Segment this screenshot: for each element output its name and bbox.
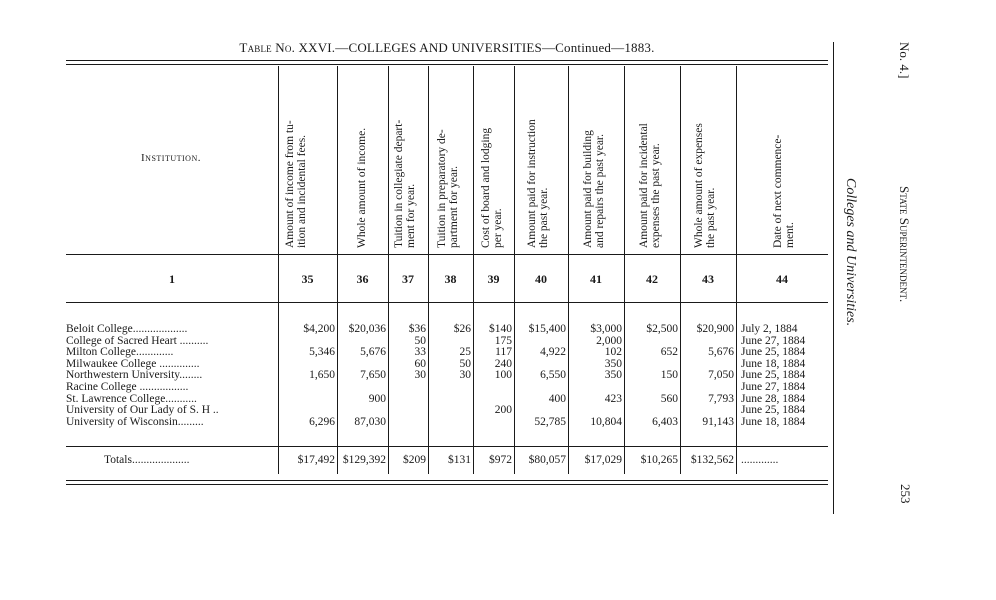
table-cell-col36: 900 <box>368 392 386 405</box>
col-header-43-line1: Whole amount of expenses <box>693 123 705 248</box>
table-cell-col44: June 25, 1884 <box>741 404 806 417</box>
totals-cell-col42: $10,265 <box>640 454 678 466</box>
col-header-38-line2: partment for year. <box>448 165 460 248</box>
institution-name: St. Lawrence College........... <box>66 392 197 405</box>
col-header-40-line2: the past year. <box>538 187 550 248</box>
col-number-43: 43 <box>702 272 714 286</box>
table-cell-col36: 7,650 <box>360 369 386 382</box>
institution-name: Northwestern University........ <box>66 369 203 382</box>
col-header-44-line2: ment. <box>784 222 796 248</box>
col-header-43-line2: the past year. <box>705 187 717 248</box>
table-cell-col43: $20,900 <box>696 323 734 335</box>
table-cell-col44: June 27, 1884 <box>741 381 806 393</box>
col-rule <box>568 66 569 474</box>
bottom-rule <box>66 480 828 481</box>
table-cell-col41: 102 <box>604 346 622 359</box>
table-cell-col41: $3,000 <box>590 323 622 335</box>
table-cell-col38: 30 <box>459 369 471 382</box>
col-rule <box>514 66 515 474</box>
table-title <box>66 40 828 56</box>
top-rule-2 <box>66 64 828 65</box>
col-header-40 <box>526 72 556 248</box>
col-number-40: 40 <box>535 272 547 286</box>
header-bottom-rule <box>66 254 828 255</box>
col-rule <box>337 66 338 474</box>
totals-label: Totals.................... <box>104 454 190 466</box>
institution-name: Milwaukee College .............. <box>66 357 200 370</box>
col-header-39-line2: per year. <box>492 208 504 248</box>
col-rule <box>428 66 429 474</box>
table-cell-col41: 423 <box>604 392 622 405</box>
table-cell-col43: 91,143 <box>702 415 734 428</box>
totals-cell-col39: $972 <box>489 454 512 466</box>
table-cell-col37: 50 <box>414 334 426 347</box>
col-header-39-line1: Cost of board and lodging <box>480 127 492 248</box>
table-cell-col44: June 18, 1884 <box>741 357 806 370</box>
table-cell-col41: 2,000 <box>596 334 622 347</box>
table-cell-col41: 350 <box>604 369 622 382</box>
col-number-38: 38 <box>444 272 457 286</box>
totals-cell-col37: $209 <box>403 454 426 466</box>
col-header-37-line1: Tuition in collegiate depart- <box>393 119 405 248</box>
col-rule <box>624 66 625 474</box>
margin-rule <box>833 42 834 514</box>
totals-cell-col36: $129,392 <box>342 454 386 466</box>
col-header-42-line2: expenses the past year. <box>650 143 662 248</box>
col-header-39 <box>480 72 510 248</box>
table-cell-col44: July 2, 1884 <box>741 323 798 335</box>
col-number-35: 35 <box>301 272 314 286</box>
col-header-38-line1: Tuition in preparatory de- <box>436 129 448 248</box>
col-number-36: 36 <box>356 272 369 286</box>
table-title-prefix: Table No. <box>239 40 296 55</box>
table-cell-col42: 560 <box>660 392 678 405</box>
institution-name: University of Wisconsin......... <box>66 415 204 428</box>
col-header-41-line1: Amount paid for building <box>582 130 594 248</box>
table-cell-col38: 50 <box>459 357 471 370</box>
table-cell-col35: 1,650 <box>309 369 335 382</box>
table-cell-col41: 350 <box>604 357 622 370</box>
col-number-41: 41 <box>590 272 602 286</box>
table-cell-col37: $36 <box>408 323 426 335</box>
table-cell-col39: 175 <box>494 334 512 347</box>
table-cell-col35: $4,200 <box>303 323 335 335</box>
page-number: 253 <box>898 484 913 504</box>
col-header-38 <box>436 72 466 248</box>
totals-cell-col35: $17,492 <box>297 454 335 466</box>
col-number-42: 42 <box>646 272 658 286</box>
col-header-41-line2: and repairs the past year. <box>594 134 606 248</box>
table-cell-col42: 6,403 <box>652 415 678 428</box>
table-cell-col43: 7,050 <box>708 369 734 382</box>
col-header-40-line1: Amount paid for instruction <box>526 119 538 248</box>
totals-top-rule <box>66 446 828 447</box>
totals-cell-col44: ............. <box>741 454 779 466</box>
table-cell-col40: $15,400 <box>528 323 566 335</box>
col-header-37 <box>393 72 423 248</box>
colnum-bottom-rule <box>66 302 828 303</box>
totals-cell-col41: $17,029 <box>584 454 622 466</box>
table-cell-col43: 5,676 <box>708 346 734 359</box>
table-cell-col40: 400 <box>548 392 566 405</box>
table-cell-col42: 150 <box>660 369 678 382</box>
table-cell-col39: 200 <box>494 404 512 417</box>
table-cell-col41: 10,804 <box>590 415 622 428</box>
table-cell-col42: $2,500 <box>646 323 678 335</box>
table-cell-col42: 652 <box>660 346 678 359</box>
table-cell-col39: $140 <box>489 323 512 335</box>
col-header-43 <box>693 72 723 248</box>
col-header-44-line1: Date of next commence- <box>772 134 784 248</box>
state-superintendent: State Superintendent. <box>897 186 912 303</box>
table-cell-col44: June 25, 1884 <box>741 369 806 382</box>
col-header-42 <box>638 72 668 248</box>
totals-cell-col38: $131 <box>448 454 471 466</box>
table-cell-col44: June 18, 1884 <box>741 415 806 428</box>
table-cell-col38: $26 <box>453 323 471 335</box>
table-cell-col36: $20,036 <box>348 323 386 335</box>
col-header-35-line1: Amount of income from tu- <box>284 120 296 248</box>
col-header-35-line2: ition and incidental fees. <box>296 134 308 248</box>
col-header-44 <box>772 72 802 248</box>
institution-name: University of Our Lady of S. H .. <box>66 404 219 417</box>
col-rule <box>388 66 389 474</box>
table-title-number: XXVI. <box>298 40 336 55</box>
col-header-36 <box>356 72 372 248</box>
col-rule <box>680 66 681 474</box>
col-header-35 <box>284 72 314 248</box>
table-cell-col37: 33 <box>414 346 426 359</box>
table-cell-col44: June 25, 1884 <box>741 346 806 359</box>
table-cell-col35: 5,346 <box>309 346 335 359</box>
table-cell-col40: 52,785 <box>534 415 566 428</box>
col-rule <box>736 66 737 474</box>
bottom-rule-2 <box>66 484 828 485</box>
col-number-1: 1 <box>169 272 175 286</box>
table-cell-col39: 100 <box>494 369 512 382</box>
table-cell-col39: 240 <box>494 357 512 370</box>
top-rule <box>66 60 828 61</box>
table-cell-col44: June 28, 1884 <box>741 392 806 405</box>
table-cell-col35: 6,296 <box>309 415 335 428</box>
document-number: No. 4.] <box>897 42 912 79</box>
table-cell-col37: 60 <box>414 357 426 370</box>
col-header-41 <box>582 72 612 248</box>
institution-name: Milton College............. <box>66 346 174 359</box>
col-number-37: 37 <box>402 272 414 286</box>
table-cell-col43: 7,793 <box>708 392 734 405</box>
table-cell-col36: 87,030 <box>354 415 386 428</box>
totals-cell-col43: $132,562 <box>690 454 734 466</box>
running-title: Colleges and Universities. <box>843 178 858 327</box>
institution-header: Institution. <box>141 152 201 164</box>
table-title-text: —COLLEGES AND UNIVERSITIES—Continued—1883. <box>335 40 655 55</box>
institution-name: College of Sacred Heart .......... <box>66 334 209 347</box>
col-number-39: 39 <box>487 272 500 286</box>
totals-cell-col40: $80,057 <box>528 454 566 466</box>
col-rule <box>278 66 279 474</box>
col-header-36-line1: Whole amount of income. <box>356 127 368 248</box>
table-cell-col37: 30 <box>414 369 426 382</box>
table-cell-col44: June 27, 1884 <box>741 334 806 347</box>
col-number-44: 44 <box>776 272 788 286</box>
table-cell-col38: 25 <box>459 346 471 359</box>
table-cell-col39: 117 <box>495 346 512 359</box>
table-cell-col36: 5,676 <box>360 346 386 359</box>
col-header-42-line1: Amount paid for incidental <box>638 123 650 248</box>
institution-name: Racine College ................. <box>66 381 189 393</box>
institution-name: Beloit College................... <box>66 323 188 335</box>
table-cell-col40: 4,922 <box>540 346 566 359</box>
col-header-37-line2: ment for year. <box>405 183 417 248</box>
table-cell-col40: 6,550 <box>540 369 566 382</box>
